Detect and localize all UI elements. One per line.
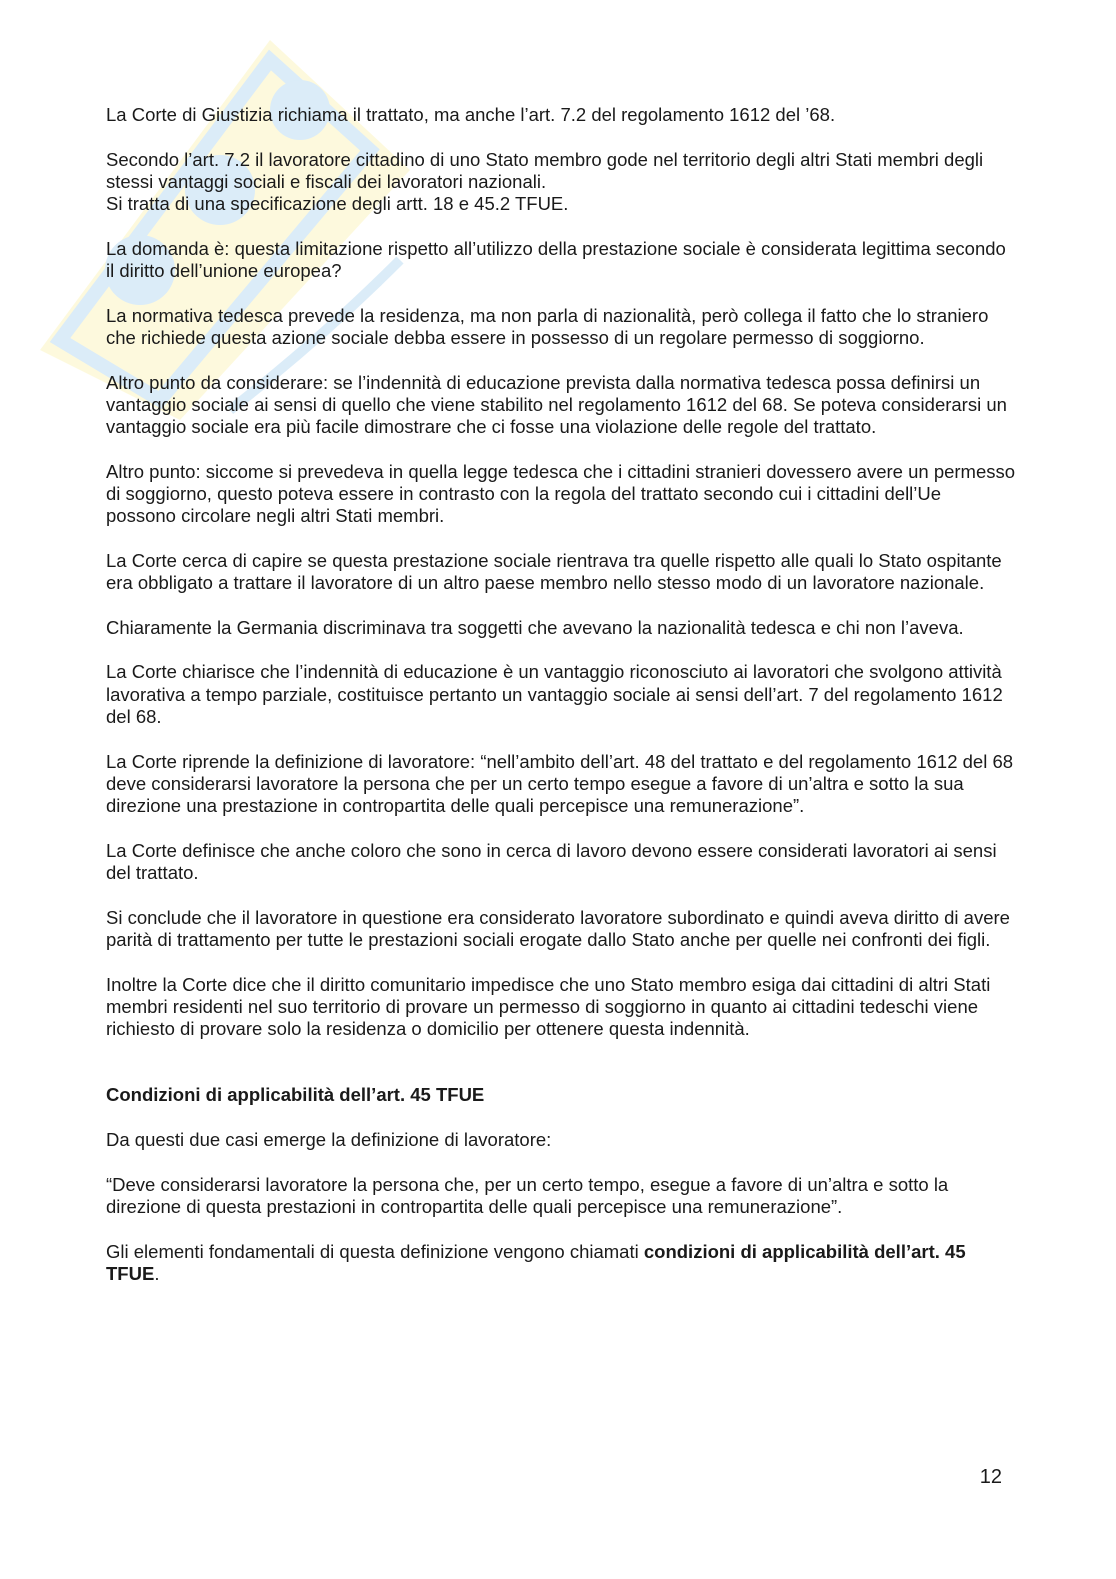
paragraph-11: La Corte definisce che anche coloro che sono in cerca di lavoro devono essere considerati lavoratori ai sensi del trattato. <box>106 839 997 884</box>
page-number: 12 <box>979 1466 1002 1488</box>
closing-text: Gli elementi fondamentali di questa definizione vengono chiamati <box>106 1240 644 1262</box>
section-intro: Da questi due casi emerge la definizione di lavoratore: <box>106 1129 552 1151</box>
paragraph-7: La Corte cerca di capire se questa prestazione sociale rientrava tra quelle rispetto alle quali lo Stato ospitante era obbligato a trattare il lavoratore di un altro paese membro nello stesso modo di un lavoratore nazionale. <box>106 549 1002 594</box>
paragraph-5: Altro punto da considerare: se l’indennità di educazione prevista dalla normativa tedesca possa definirsi un vantaggio sociale ai sensi di quello che viene stabilito nel regolamento 1612 del 68. Se poteva considerarsi un vantaggio sociale era più facile dimostrare che ci fosse una violazione delle regole del trattato. <box>106 371 1007 438</box>
paragraph-10: La Corte riprende la definizione di lavoratore: “nell’ambito dell’art. 48 del trattato e del regolamento 1612 del 68 deve considerarsi lavoratore la persona che per un certo tempo esegue a favore di un’altra e sotto la sua direzione una prestazione in contropartita delle quali percepisce una remunerazione”. <box>106 750 1014 817</box>
document-body <box>106 104 1016 1307</box>
paragraph-9: La Corte chiarisce che l’indennità di educazione è un vantaggio riconosciuto ai lavoratori che svolgono attività lavorativa a tempo parziale, costituisce pertanto un vantaggio sociale ai sensi dell’art. 7 del regolamento 1612 del 68. <box>106 661 1003 728</box>
section-heading: Condizioni di applicabilità dell’art. 45 TFUE <box>106 1084 485 1106</box>
closing-bold-text: condizioni di applicabilità dell’art. 45 TFUE <box>106 1240 966 1284</box>
paragraph-3: La domanda è: questa limitazione rispetto all’utilizzo della prestazione sociale è considerata legittima secondo il diritto dell’unione europea? <box>106 237 1006 282</box>
definition-quote: “Deve considerarsi lavoratore la persona che, per un certo tempo, esegue a favore di un’altra e sotto la direzione di questa prestazioni in contropartita delle quali percepisce una remunerazione”. <box>106 1173 949 1217</box>
paragraph-8: Chiaramente la Germania discriminava tra soggetti che avevano la nazionalità tedesca e chi non l’aveva. <box>106 616 964 638</box>
paragraph-2: Secondo l’art. 7.2 il lavoratore cittadino di uno Stato membro gode nel territorio degli altri Stati membri degli stessi vantaggi sociali e fiscali dei lavoratori nazionali. Si tratta di una specificazione degli artt. 18 e 45.2 TFUE. <box>106 148 984 215</box>
paragraph-12: Si conclude che il lavoratore in questione era considerato lavoratore subordinato e quindi aveva diritto di avere parità di trattamento per tutte le prestazioni sociali erogate dallo Stato anche per quelle nei confronti dei figli. <box>106 906 1010 950</box>
paragraph-1: La Corte di Giustizia richiama il trattato, ma anche l’art. 7.2 del regolamento 1612 del ’68. <box>106 104 836 125</box>
paragraph-13: Inoltre la Corte dice che il diritto comunitario impedisce che uno Stato membro esiga dai cittadini di altri Stati membri residenti nel suo territorio di provare un permesso di soggiorno in quanto ai cittadini tedeschi viene richiesto di provare solo la residenza o domicilio per ottenere questa indennità. <box>106 973 991 1040</box>
closing-paragraph <box>106 1241 1016 1286</box>
paragraph-4: La normativa tedesca prevede la residenza, ma non parla di nazionalità, però collega il fatto che lo straniero che richiede questa azione sociale debba essere in possesso di un regolare permesso di soggiorno. <box>106 304 989 348</box>
closing-suffix: . <box>154 1262 160 1284</box>
paragraph-6: Altro punto: siccome si prevedeva in quella legge tedesca che i cittadini stranieri dovessero avere un permesso di soggiorno, questo poteva essere in contrasto con la regola del trattato secondo cui i cittadini dell’Ue possono circolare negli altri Stati membri. <box>106 460 1016 527</box>
